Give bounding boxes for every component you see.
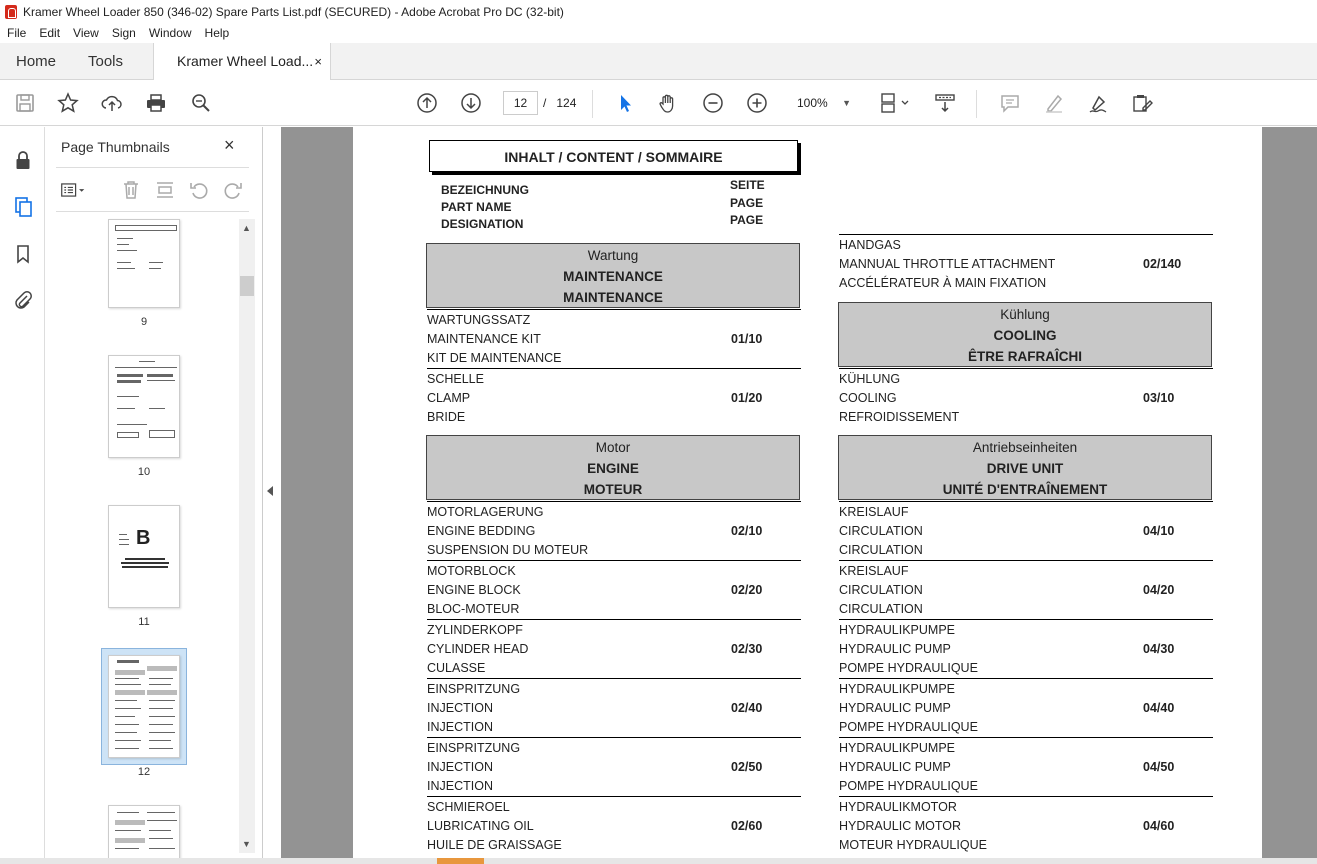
rotate-ccw-icon[interactable] (186, 177, 212, 203)
comment-icon[interactable] (997, 90, 1023, 116)
page-thumbnail-10[interactable] (108, 355, 180, 458)
entry-page-number: 02/50 (731, 760, 763, 774)
entry-name-de: EINSPRITZUNG (427, 741, 521, 755)
entry-page-number: 02/30 (731, 642, 763, 656)
page-thumbnails-icon[interactable] (10, 194, 36, 220)
entry-page-number: 04/20 (1143, 583, 1175, 597)
entry-name-de: ZYLINDERKOPF (427, 623, 523, 637)
scroll-down-icon[interactable]: ▼ (242, 839, 251, 849)
thumbnail-letter: B (136, 527, 151, 549)
entry-name-de: SCHELLE (427, 372, 484, 386)
entry-name-en: INJECTION (427, 701, 493, 715)
attachment-paperclip-icon[interactable] (10, 287, 36, 313)
header-designation: DESIGNATION (441, 217, 524, 231)
entry-name-fr: KIT DE MAINTENANCE (427, 351, 562, 365)
entry-name-de: WARTUNGSSATZ (427, 313, 531, 327)
entry-name-fr: CIRCULATION (839, 543, 923, 557)
entry-name-fr: INJECTION (427, 779, 493, 793)
contents-entry[interactable] (839, 678, 1213, 737)
entry-page-number: 02/40 (731, 701, 763, 715)
entry-name-de: KREISLAUF (839, 505, 909, 519)
contents-entry[interactable] (839, 737, 1213, 796)
entry-name-de: SCHMIEROEL (427, 800, 510, 814)
menu-view[interactable]: View (73, 26, 99, 40)
entry-name-fr: BRIDE (427, 410, 466, 424)
tab-document-label: Kramer Wheel Load... (177, 53, 314, 69)
scroll-up-icon[interactable]: ▲ (242, 223, 251, 233)
entry-name-en: HYDRAULIC MOTOR (839, 819, 962, 833)
panel-divider (56, 211, 249, 212)
entry-page-number: 02/60 (731, 819, 763, 833)
bookmark-star-icon[interactable] (55, 90, 81, 116)
entry-name-fr: HUILE DE GRAISSAGE (427, 838, 562, 852)
contents-entry[interactable] (427, 368, 801, 427)
page-number-input[interactable]: 12 (503, 91, 538, 115)
section-header-engine: Motor ENGINE MOTEUR (426, 435, 800, 500)
thumbnail-page-number: 12 (137, 766, 151, 778)
page-thumbnail-9[interactable] (108, 219, 180, 308)
menu-help[interactable]: Help (204, 26, 230, 40)
entry-name-fr: ACCÉLÉRATEUR À MAIN FIXATION (839, 276, 1047, 290)
page-total-label: / 124 (543, 96, 577, 110)
collapse-panel-icon[interactable] (267, 486, 273, 496)
thumbnail-scrollbar[interactable] (239, 219, 255, 853)
fit-page-icon[interactable] (876, 90, 912, 116)
entry-name-fr: POMPE HYDRAULIQUE (839, 661, 978, 675)
section-header-cooling: Kühlung COOLING ÊTRE RAFRAÎCHI (838, 302, 1212, 367)
zoom-level-select[interactable] (790, 91, 857, 115)
menu-window[interactable]: Window (148, 26, 192, 40)
upload-cloud-icon[interactable] (99, 90, 125, 116)
entry-page-number: 01/20 (731, 391, 763, 405)
entry-page-number: 02/20 (731, 583, 763, 597)
header-part-name: PART NAME (441, 200, 512, 214)
entry-name-fr: BLOC-MOTEUR (427, 602, 520, 616)
lock-icon[interactable] (10, 147, 36, 173)
title-bar (0, 0, 1317, 23)
entry-page-number: 04/40 (1143, 701, 1175, 715)
entry-name-fr: SUSPENSION DU MOTEUR (427, 543, 589, 557)
entry-name-de: KÜHLUNG (839, 372, 901, 386)
previous-page-icon[interactable] (414, 90, 440, 116)
entry-name-en: COOLING (839, 391, 897, 405)
thumbnail-page-number: 9 (140, 316, 148, 328)
entry-name-de: EINSPRITZUNG (427, 682, 521, 696)
print-icon[interactable] (143, 90, 169, 116)
entry-name-fr: REFROIDISSEMENT (839, 410, 960, 424)
contents-entry[interactable] (839, 560, 1213, 619)
thumbnail-toolbar (46, 175, 263, 205)
contents-entry[interactable] (427, 737, 801, 796)
menu-bar (0, 23, 1317, 43)
header-seite: SEITE (730, 178, 765, 192)
contents-entry[interactable] (427, 560, 801, 619)
entry-page-number: 02/10 (731, 524, 763, 538)
zoom-search-icon[interactable] (188, 90, 214, 116)
menu-edit[interactable]: Edit (39, 26, 61, 40)
tab-close-icon[interactable]: × (314, 54, 322, 69)
entry-name-en: MAINTENANCE KIT (427, 332, 541, 346)
tab-tools[interactable]: Tools (88, 53, 124, 70)
contents-entry[interactable] (839, 796, 1213, 855)
entry-name-en: HYDRAULIC PUMP (839, 701, 951, 715)
contents-entry[interactable] (839, 234, 1213, 293)
thumbnail-options-icon[interactable] (60, 177, 86, 203)
entry-name-en: HYDRAULIC PUMP (839, 760, 951, 774)
contents-entry[interactable] (839, 619, 1213, 678)
entry-name-en: INJECTION (427, 760, 493, 774)
header-page-fr: PAGE (730, 213, 764, 227)
scroll-mode-icon[interactable] (932, 90, 958, 116)
page-thumbnail-11[interactable] (108, 505, 180, 608)
entry-name-en: CIRCULATION (839, 524, 923, 538)
contents-title: INHALT / CONTENT / SOMMAIRE (429, 140, 798, 172)
zoom-out-icon[interactable] (700, 90, 726, 116)
toolbar-divider (592, 90, 593, 118)
bookmark-icon[interactable] (10, 241, 36, 267)
acrobat-logo-icon (5, 5, 17, 19)
toolbar-divider (976, 90, 977, 118)
entry-name-de: HYDRAULIKMOTOR (839, 800, 957, 814)
entry-name-fr: CULASSE (427, 661, 486, 675)
panel-title: Page Thumbnails (61, 139, 170, 155)
entry-name-fr: POMPE HYDRAULIQUE (839, 720, 978, 734)
entry-name-en: LUBRICATING OIL (427, 819, 534, 833)
contents-entry[interactable] (427, 678, 801, 737)
thumbnail-page-number: 10 (137, 466, 151, 478)
delete-page-icon[interactable] (118, 177, 144, 203)
menu-sign[interactable]: Sign (111, 26, 136, 40)
save-icon[interactable] (12, 90, 38, 116)
contents-entry[interactable] (427, 501, 801, 560)
entry-page-number: 04/30 (1143, 642, 1175, 656)
entry-name-de: MOTORBLOCK (427, 564, 516, 578)
entry-page-number: 04/60 (1143, 819, 1175, 833)
entry-name-de: HYDRAULIKPUMPE (839, 741, 955, 755)
contents-entry[interactable] (427, 796, 801, 855)
toolbar (0, 80, 1317, 126)
entry-name-en: ENGINE BEDDING (427, 524, 536, 538)
zoom-level-value: 100% (797, 96, 828, 110)
entry-page-number: 04/10 (1143, 524, 1175, 538)
select-cursor-icon[interactable] (612, 90, 638, 116)
contents-entry[interactable] (427, 619, 801, 678)
contents-entry[interactable] (427, 309, 801, 368)
tab-bar (0, 43, 1317, 80)
entry-name-de: HYDRAULIKPUMPE (839, 623, 955, 637)
pdf-page (353, 127, 1262, 864)
tab-home[interactable]: Home (16, 53, 57, 70)
entry-name-de: MOTORLAGERUNG (427, 505, 544, 519)
entry-name-fr: CIRCULATION (839, 602, 923, 616)
sign-pen-icon[interactable] (1085, 90, 1111, 116)
entry-page-number: 02/140 (1143, 257, 1182, 271)
extract-page-icon[interactable] (152, 177, 178, 203)
page-thumbnails-panel (46, 127, 263, 864)
highlight-pen-icon[interactable] (1041, 90, 1067, 116)
scrollbar-thumb[interactable] (240, 276, 254, 296)
entry-page-number: 04/50 (1143, 760, 1175, 774)
header-bezeichnung: BEZEICHNUNG (441, 183, 530, 197)
window-title: Kramer Wheel Loader 850 (346-02) Spare Parts List.pdf (SECURED) - Adobe Acrobat Pro DC (32-bit) (23, 4, 564, 19)
menu-file[interactable]: File (7, 26, 27, 40)
entry-name-fr: MOTEUR HYDRAULIQUE (839, 838, 987, 852)
entry-name-fr: POMPE HYDRAULIQUE (839, 779, 978, 793)
zoom-in-icon[interactable] (744, 90, 770, 116)
entry-page-number: 03/10 (1143, 391, 1175, 405)
section-header-drive-unit: Antriebseinheiten DRIVE UNIT UNITÉ D'ENTRAÎNEMENT (838, 435, 1212, 500)
page-thumbnail-12[interactable] (108, 655, 180, 758)
document-viewer[interactable] (281, 127, 1317, 864)
entry-name-en: CLAMP (427, 391, 471, 405)
entry-name-de: KREISLAUF (839, 564, 909, 578)
page-thumbnail-13[interactable] (108, 805, 180, 864)
entry-name-en: HYDRAULIC PUMP (839, 642, 951, 656)
entry-name-fr: INJECTION (427, 720, 493, 734)
horizontal-scrollbar[interactable] (0, 858, 1317, 864)
scrollbar-thumb[interactable] (437, 858, 484, 864)
entry-name-de: HANDGAS (839, 238, 901, 252)
section-header-maintenance: Wartung MAINTENANCE MAINTENANCE (426, 243, 800, 308)
entry-name-en: CYLINDER HEAD (427, 642, 529, 656)
next-page-icon[interactable] (458, 90, 484, 116)
thumbnail-page-number: 11 (138, 616, 150, 628)
edit-stamp-icon[interactable] (1129, 90, 1155, 116)
hand-tool-icon[interactable] (655, 90, 681, 116)
panel-close-icon[interactable]: × (224, 135, 235, 155)
left-nav-rail (0, 127, 45, 864)
tab-document[interactable] (153, 43, 331, 81)
entry-page-number: 01/10 (731, 332, 763, 346)
entry-name-en: ENGINE BLOCK (427, 583, 521, 597)
panel-divider (56, 167, 249, 168)
contents-entry[interactable] (839, 368, 1213, 427)
chevron-down-icon: ▼ (842, 98, 851, 108)
contents-entry[interactable] (839, 501, 1213, 560)
entry-name-de: HYDRAULIKPUMPE (839, 682, 955, 696)
entry-name-en: MANNUAL THROTTLE ATTACHMENT (839, 257, 1056, 271)
rotate-cw-icon[interactable] (220, 177, 246, 203)
header-page: PAGE (730, 196, 764, 210)
entry-name-en: CIRCULATION (839, 583, 923, 597)
